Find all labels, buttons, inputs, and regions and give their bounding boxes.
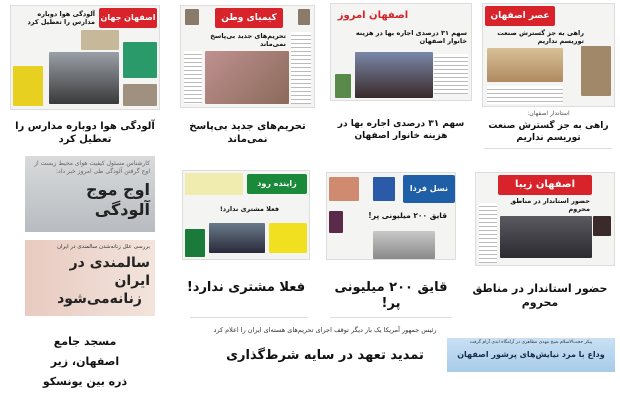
mosque-line-3: ذره بین یونسکو bbox=[42, 375, 128, 388]
photo bbox=[49, 52, 119, 104]
newspaper-nasl-farda[interactable] bbox=[326, 172, 456, 260]
photo bbox=[355, 52, 433, 98]
photo bbox=[298, 9, 310, 25]
photo bbox=[329, 211, 343, 233]
newspaper-kimia-vatan[interactable] bbox=[180, 5, 315, 108]
photo bbox=[269, 223, 307, 253]
photo bbox=[185, 173, 243, 195]
photo bbox=[185, 9, 199, 25]
divider bbox=[330, 317, 452, 318]
photo bbox=[205, 51, 289, 104]
photo bbox=[373, 231, 435, 259]
photo bbox=[593, 216, 611, 236]
pollution-kicker: کارشناس مسئول کیفیت هوای محیط زیست از اوج گرفتن آلودگی طی امروز خبر داد: bbox=[34, 160, 150, 175]
paper-headline: سهم ۳۱ درصدی اجاره بها در هزینه خانوار اصفهان bbox=[355, 29, 467, 45]
masthead: نسل فردا bbox=[403, 175, 455, 203]
newspaper-esfahan-emrooz[interactable] bbox=[330, 3, 472, 101]
photo bbox=[185, 229, 205, 257]
photo bbox=[123, 84, 157, 106]
paper-headline: حضور استاندار در مناطق محروم bbox=[510, 197, 590, 213]
pollution-banner[interactable] bbox=[25, 156, 155, 232]
commitment-kicker: رئیس جمهور آمریکا یک بار دیگر توقف اجرای تحریم‌های هسته‌ای ایران را اعلام کرد bbox=[213, 326, 437, 334]
headline-caption[interactable]: آلودگی هوا دوباره مدارس را تعطیل کرد bbox=[15, 121, 155, 145]
text-columns bbox=[487, 86, 563, 104]
paper-headline: تحریم‌های جدید بی‌پاسخ نمی‌ماند bbox=[210, 32, 286, 48]
photo bbox=[329, 177, 359, 201]
photo bbox=[581, 46, 611, 96]
newspaper-asr-esfahan[interactable] bbox=[482, 3, 615, 107]
headline-caption[interactable]: فعلا مشتری ندارد! bbox=[186, 280, 306, 295]
mosque-headline[interactable] bbox=[40, 332, 130, 392]
photo bbox=[500, 216, 592, 258]
photo bbox=[13, 66, 43, 106]
text-columns bbox=[479, 203, 497, 263]
photo bbox=[487, 48, 563, 82]
headline-caption[interactable]: راهی به جز گسترش صنعت توریسم نداریم bbox=[488, 121, 609, 143]
aging-title-2: زنانه‌می‌شود bbox=[57, 291, 142, 307]
photo bbox=[209, 223, 265, 253]
divider bbox=[484, 148, 612, 149]
paper-headline: آلودگی هوا دوباره مدارس را تعطیل کرد bbox=[27, 10, 95, 26]
mosque-line-2: اصفهان، زیر bbox=[50, 355, 120, 368]
headline-caption[interactable]: تحریم‌های جدید بی‌پاسخ نمی‌ماند bbox=[189, 121, 306, 145]
headline-kicker: استاندار اصفهان: bbox=[527, 110, 570, 117]
masthead: اصفهان جهان bbox=[99, 8, 157, 28]
mosque-line-1: مسجد جامع bbox=[53, 335, 117, 348]
divider bbox=[190, 317, 308, 318]
photo bbox=[373, 177, 395, 201]
text-columns bbox=[434, 54, 468, 94]
aging-kicker: بررسی علل زنانه‌شدن سالمندی در ایران bbox=[56, 244, 150, 250]
text-columns bbox=[184, 51, 202, 104]
paper-headline: قایق ۲۰۰ میلیونی پر! bbox=[368, 211, 447, 220]
masthead: اصفهان امروز bbox=[337, 10, 409, 21]
photo bbox=[123, 42, 157, 78]
pollution-title: اوج موج آلودگی bbox=[86, 180, 150, 219]
masthead: اصفهان زیبا bbox=[498, 175, 592, 195]
newspaper-esfahan-ziba[interactable] bbox=[475, 172, 615, 266]
newspaper-zayanderud[interactable] bbox=[182, 170, 310, 260]
commitment-title[interactable]: تمدید تعهد در سایه شرط‌گذاری bbox=[226, 348, 424, 363]
masthead: زاینده رود bbox=[247, 174, 307, 194]
headline-caption[interactable]: حضور استاندار در مناطق محروم bbox=[472, 282, 608, 309]
headline-caption[interactable]: سهم ۳۱ درصدی اجاره بها در هزینه خانوار اصفهان bbox=[337, 119, 465, 141]
paper-headline: فعلا مشتری ندارد! bbox=[219, 205, 279, 213]
farewell-banner[interactable] bbox=[447, 338, 615, 372]
newspaper-esfahan-jahan[interactable] bbox=[10, 5, 160, 110]
masthead: کیمیای وطن bbox=[215, 8, 283, 28]
farewell-kicker: پیکر حجت‌الاسلام شیخ مهدی مظاهری در آرامگاه ابدی آرام گرفت bbox=[469, 340, 593, 345]
photo bbox=[81, 30, 119, 50]
headline-caption[interactable]: قایق ۲۰۰ میلیونی پر! bbox=[334, 280, 448, 311]
aging-banner[interactable] bbox=[25, 240, 155, 316]
photo bbox=[335, 74, 351, 98]
masthead: عصر اصفهان bbox=[485, 6, 555, 26]
aging-title-1: سالمندی در ایران bbox=[69, 255, 150, 289]
farewell-title: وداع با مرد نیایش‌های پرشور اصفهان bbox=[457, 350, 605, 359]
paper-headline: راهی به جز گسترش صنعت توریسم نداریم bbox=[497, 29, 584, 45]
text-columns bbox=[291, 32, 311, 104]
